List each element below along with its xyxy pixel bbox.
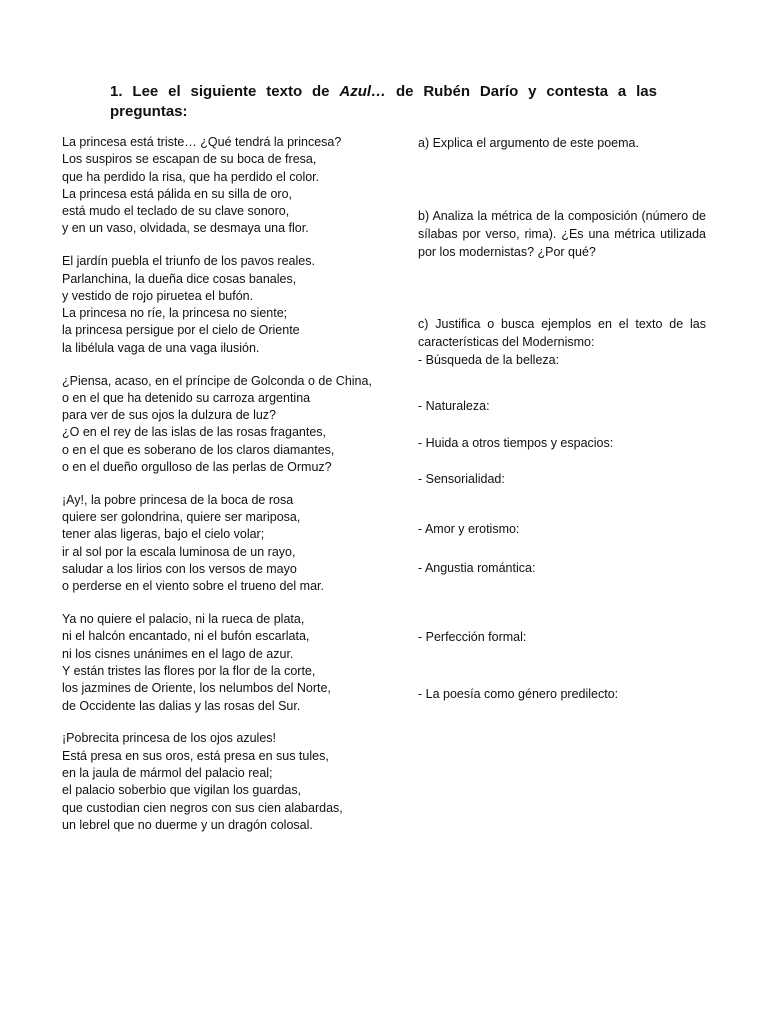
poem-stanza bbox=[62, 492, 407, 596]
poem-line: que ha perdido la risa, que ha perdido el color. bbox=[62, 169, 320, 184]
exercise-heading bbox=[110, 82, 657, 122]
exercise-number: 1. bbox=[110, 83, 123, 100]
poem-line: la princesa persigue por el cielo de Oriente bbox=[62, 323, 300, 338]
question-a: a) Explica el argumento de este poema. bbox=[418, 136, 639, 150]
poem-line: o perderse en el viento sobre el trueno del mar. bbox=[62, 579, 324, 594]
question-c: c) Justifica o busca ejemplos en el texto de las características del Modernismo: bbox=[418, 317, 706, 349]
characteristic-item: - Búsqueda de la belleza: bbox=[418, 353, 560, 367]
poem-line: para ver de sus ojos la dulzura de luz? bbox=[62, 408, 277, 423]
poem-line: el palacio soberbio que vigilan los guardas, bbox=[62, 783, 302, 798]
poem-line: ¡Ay!, la pobre princesa de la boca de rosa bbox=[62, 492, 294, 507]
poem-line: Parlanchina, la dueña dice cosas banales, bbox=[62, 271, 297, 286]
heading-text-after: de Rubén Darío y contesta a las preguntas: bbox=[110, 83, 657, 120]
poem-line: saludar a los lirios con los versos de mayo bbox=[62, 562, 297, 577]
poem-line: quiere ser golondrina, quiere ser mariposa, bbox=[62, 510, 301, 525]
characteristic-item: - Amor y erotismo: bbox=[418, 522, 520, 536]
poem-line: la libélula vaga de una vaga ilusión. bbox=[62, 340, 260, 355]
characteristic-item: - Sensorialidad: bbox=[418, 472, 505, 486]
poem-stanza bbox=[62, 253, 407, 357]
poem-line: ¿O en el rey de las islas de las rosas fragantes, bbox=[62, 425, 327, 440]
poem-line: La princesa está triste… ¿Qué tendrá la princesa? bbox=[62, 135, 342, 149]
poem-line: ¿Piensa, acaso, en el príncipe de Golconda o de China, bbox=[62, 373, 372, 388]
poem-line: La princesa está pálida en su silla de oro, bbox=[62, 186, 293, 201]
poem-line: en la jaula de mármol del palacio real; bbox=[62, 766, 273, 780]
characteristic-item: - Perfección formal: bbox=[418, 630, 527, 644]
poem-line: y vestido de rojo piruetea el bufón. bbox=[62, 288, 254, 303]
poem-line: ni los cisnes unánimes en el lago de azur. bbox=[62, 646, 294, 661]
poem-line: ni el halcón encantado, ni el bufón escarlata, bbox=[62, 629, 310, 644]
poem-line: y en un vaso, olvidada, se desmaya una flor. bbox=[62, 221, 309, 236]
poem-stanza bbox=[62, 730, 407, 834]
work-title: Azul… bbox=[339, 83, 387, 100]
poem-line: de Occidente las dalias y las rosas del Sur. bbox=[62, 698, 301, 713]
poem-line: que custodian cien negros con sus cien alabardas, bbox=[62, 800, 343, 815]
question-b: b) Analiza la métrica de la composición (número de sílabas por verso, rima). ¿Es una métrica utilizada por los modernistas? ¿Por qué? bbox=[418, 209, 706, 259]
poem-line: un lebrel que no duerme y un dragón colosal. bbox=[62, 817, 313, 832]
poem-line: Está presa en sus oros, está presa en sus tules, bbox=[62, 748, 329, 763]
characteristic-item: - Angustia romántica: bbox=[418, 561, 536, 575]
poem bbox=[62, 134, 407, 850]
poem-stanza bbox=[62, 373, 407, 477]
poem-line: tener alas ligeras, bajo el cielo volar; bbox=[62, 527, 265, 542]
poem-line: o en el dueño orgulloso de las perlas de Ormuz? bbox=[62, 460, 332, 475]
poem-line: Los suspiros se escapan de su boca de fresa, bbox=[62, 152, 317, 167]
poem-line: La princesa no ríe, la princesa no siente; bbox=[62, 306, 288, 321]
poem-stanza bbox=[62, 134, 407, 238]
poem-line: Y están tristes las flores por la flor de la corte, bbox=[62, 664, 316, 679]
poem-line: los jazmines de Oriente, los nelumbos del Norte, bbox=[62, 681, 331, 696]
characteristic-item: - Huida a otros tiempos y espacios: bbox=[418, 436, 614, 450]
poem-line: ir al sol por la escala luminosa de un rayo, bbox=[62, 544, 296, 559]
heading-text-before: Lee el siguiente texto de bbox=[132, 83, 330, 100]
poem-stanza bbox=[62, 611, 407, 715]
characteristic-item: - Naturaleza: bbox=[418, 399, 490, 413]
poem-line: o en el que es soberano de los claros diamantes, bbox=[62, 442, 335, 457]
characteristic-item: - La poesía como género predilecto: bbox=[418, 687, 619, 701]
poem-line: o en el que ha detenido su carroza argentina bbox=[62, 390, 311, 405]
poem-line: ¡Pobrecita princesa de los ojos azules! bbox=[62, 731, 277, 746]
poem-line: Ya no quiere el palacio, ni la rueca de plata, bbox=[62, 612, 305, 627]
poem-line: El jardín puebla el triunfo de los pavos reales. bbox=[62, 254, 315, 269]
poem-line: está mudo el teclado de su clave sonoro, bbox=[62, 204, 290, 219]
